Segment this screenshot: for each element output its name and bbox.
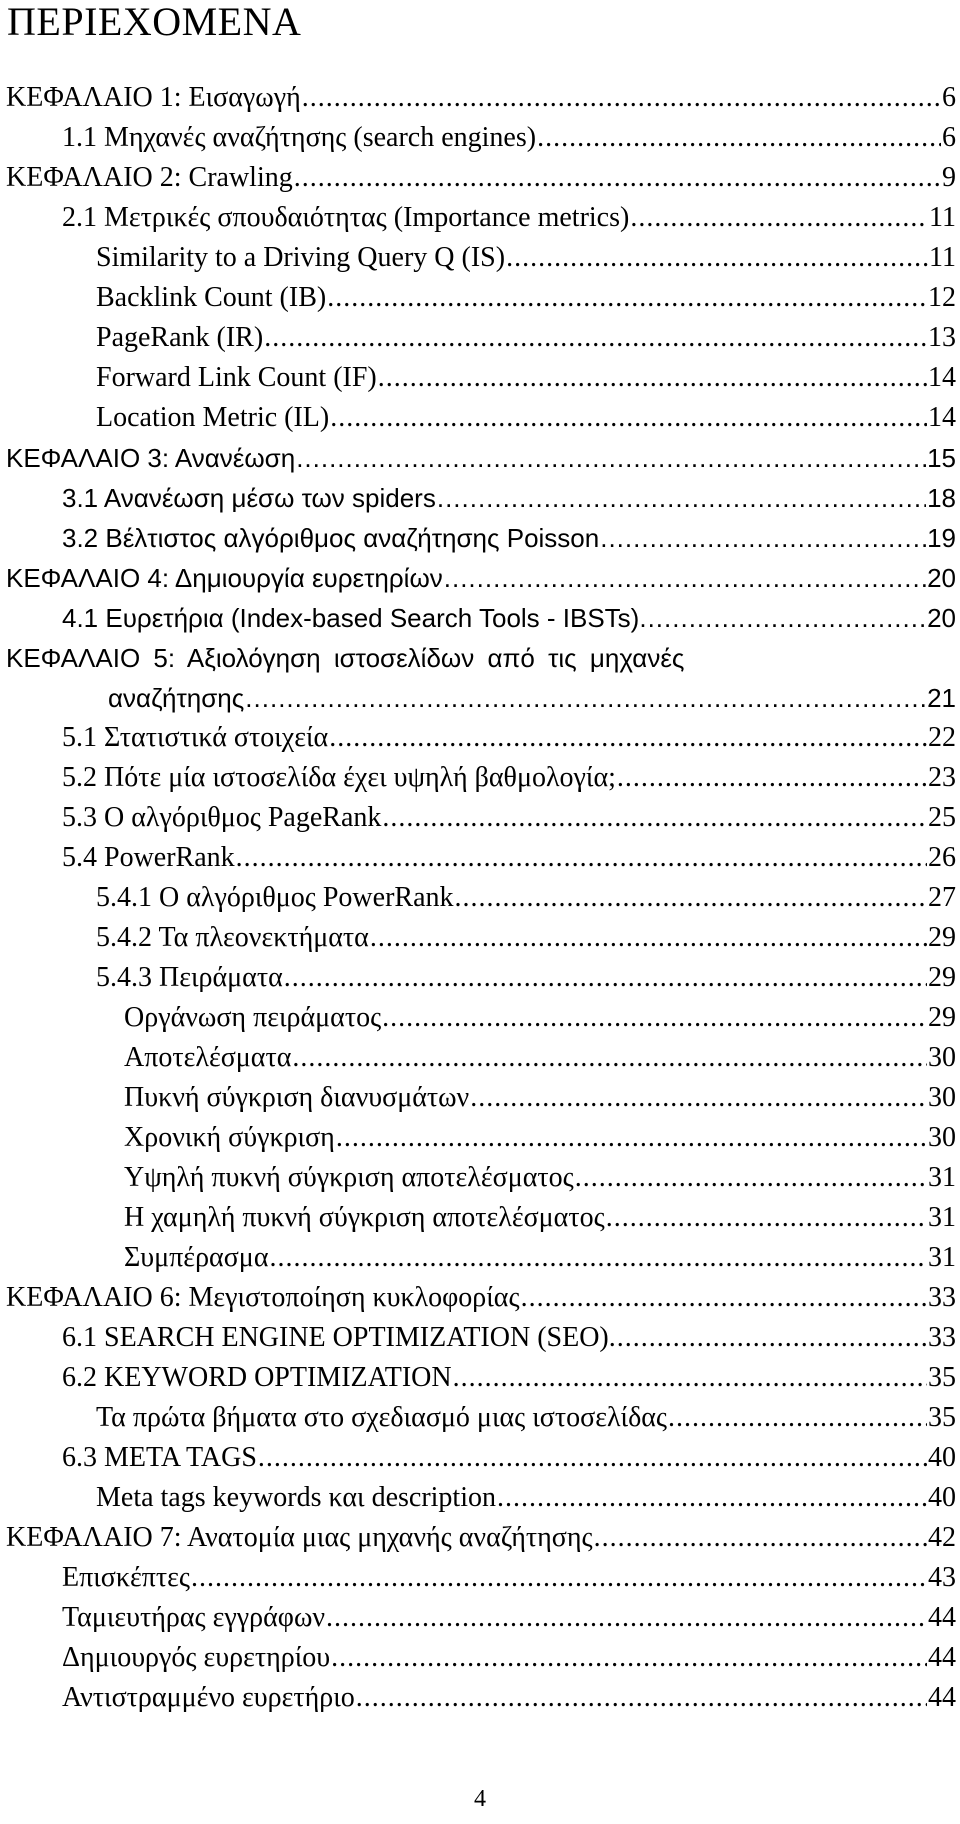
toc-entry-title: 3.1 Ανανέωση μέσω των spiders <box>62 483 436 513</box>
toc-entry-title: Similarity to a Driving Query Q (IS) <box>96 242 506 273</box>
toc-entry-title: PageRank (IR) <box>96 322 264 353</box>
toc-entry-title: ΚΕΦΑΛΑΙΟ 7: Ανατομία μιας μηχανής αναζήτησης <box>6 1522 593 1553</box>
toc-dot-leader <box>630 198 928 238</box>
toc-page-number: 9 <box>942 162 956 193</box>
toc-dot-leader <box>284 958 927 998</box>
toc-entry-title: 5.4 PowerRank <box>62 842 235 873</box>
toc-entry-title: ΚΕΦΑΛΑΙΟ 3: Ανανέωση <box>6 443 296 473</box>
toc-entry-title: 5.4.2 Τα πλεονεκτήματα <box>96 922 369 953</box>
toc-dot-leader <box>470 1078 927 1118</box>
toc-entry-title-continued: αναζήτησης <box>108 683 245 713</box>
toc-dot-leader <box>370 918 927 958</box>
toc-entry[interactable] <box>6 1518 956 1558</box>
toc-dot-leader <box>600 518 926 558</box>
toc-dot-leader <box>327 278 927 318</box>
toc-entry[interactable] <box>62 598 956 638</box>
toc-page-number: 11 <box>929 202 956 233</box>
toc-entry-title: Υψηλή πυκνή σύγκριση αποτελέσματος <box>124 1162 574 1193</box>
toc-entry[interactable] <box>96 1478 956 1518</box>
toc-page-number: 21 <box>927 683 956 713</box>
toc-entry[interactable] <box>96 878 956 918</box>
toc-dot-leader <box>382 798 927 838</box>
toc-page-number: 22 <box>928 722 956 753</box>
toc-entry[interactable] <box>124 1198 956 1238</box>
toc-entry-title: 5.1 Στατιστικά στοιχεία <box>62 722 329 753</box>
toc-entry-title: 6.3 META TAGS <box>62 1442 257 1473</box>
page-title: ΠΕΡΙΕΧΟΜΕΝΑ <box>7 0 302 44</box>
toc-entry[interactable] <box>124 1078 956 1118</box>
toc-page-number: 35 <box>928 1362 956 1393</box>
toc-page-number: 31 <box>928 1162 956 1193</box>
toc-dot-leader <box>455 878 927 918</box>
toc-entry-title: 6.2 KEYWORD OPTIMIZATION <box>62 1362 452 1393</box>
toc-dot-leader <box>269 1238 927 1278</box>
toc-page-number: 30 <box>928 1122 956 1153</box>
toc-page-number: 14 <box>928 402 956 433</box>
page-number: 4 <box>474 1786 486 1812</box>
toc-dot-leader <box>264 318 927 358</box>
toc-entry-title: Αποτελέσματα <box>124 1042 292 1073</box>
toc-entry[interactable] <box>62 1638 956 1678</box>
toc-page-number: 31 <box>928 1242 956 1273</box>
toc-entry-title[interactable]: ΚΕΦΑΛΑΙΟ 5: Αξιολόγηση ιστοσελίδων από τις μηχανές <box>6 643 685 673</box>
toc-dot-leader <box>302 78 941 118</box>
toc-page-number: 42 <box>928 1522 956 1553</box>
toc-page-number: 44 <box>928 1642 956 1673</box>
toc-entry-title: Η χαμηλή πυκνή σύγκριση αποτελέσματος <box>124 1202 605 1233</box>
toc-entry-title: ΚΕΦΑΛΑΙΟ 1: Εισαγωγή <box>6 82 301 113</box>
toc-page-number: 26 <box>928 842 956 873</box>
toc-dot-leader <box>382 998 927 1038</box>
toc-entry-title: Χρονική σύγκριση <box>124 1122 335 1153</box>
toc-page-number: 44 <box>928 1682 956 1713</box>
toc-entry[interactable] <box>6 78 956 118</box>
toc-dot-leader <box>648 598 927 638</box>
toc-dot-leader <box>453 1358 927 1398</box>
toc-dot-leader <box>506 238 928 278</box>
toc-entry[interactable] <box>96 398 956 438</box>
toc-entry-title: 6.1 SEARCH ENGINE OPTIMIZATION (SEO). <box>62 1322 616 1353</box>
toc-entry-title: 5.4.1 Ο αλγόριθμος PowerRank <box>96 882 454 913</box>
toc-entry-title: ΚΕΦΑΛΑΙΟ 6: Μεγιστοποίηση κυκλοφορίας <box>6 1282 520 1313</box>
toc-entry[interactable] <box>96 278 956 318</box>
toc-page-number: 13 <box>928 322 956 353</box>
toc-page-number: 30 <box>928 1042 956 1073</box>
toc-page-number: 40 <box>928 1482 956 1513</box>
toc-entry[interactable] <box>96 1398 956 1438</box>
toc-entry[interactable] <box>62 798 956 838</box>
toc-dot-leader <box>594 1518 927 1558</box>
toc-entry[interactable] <box>96 958 956 998</box>
toc-entry[interactable] <box>62 758 956 798</box>
toc-entry[interactable] <box>62 118 956 158</box>
toc-dot-leader <box>617 758 927 798</box>
toc-entry-title: 2.1 Μετρικές σπουδαιότητας (Importance metrics) <box>62 202 630 233</box>
toc-entry[interactable] <box>124 998 956 1038</box>
toc-dot-leader <box>191 1558 927 1598</box>
toc-page-number: 20 <box>927 603 956 633</box>
toc-entry-title: 5.2 Πότε μία ιστοσελίδα έχει υψηλή βαθμολογία; <box>62 762 616 793</box>
toc-entry-title: ΚΕΦΑΛΑΙΟ 2: Crawling <box>6 162 293 193</box>
toc-entry-title: 1.1 Μηχανές αναζήτησης (search engines) <box>62 122 537 153</box>
toc-entry-title: Τα πρώτα βήματα στο σχεδιασμό μιας ιστοσελίδας <box>96 1402 668 1433</box>
toc-page-number: 43 <box>928 1562 956 1593</box>
toc-dot-leader <box>336 1118 927 1158</box>
toc-page-number: 35 <box>928 1402 956 1433</box>
toc-entry-title: 5.3 Ο αλγόριθμος PageRank <box>62 802 382 833</box>
toc-dot-leader <box>356 1678 927 1718</box>
toc-entry[interactable] <box>96 318 956 358</box>
toc-entry-title: Meta tags keywords και description <box>96 1482 496 1513</box>
toc-entry[interactable] <box>96 918 956 958</box>
toc-dot-leader <box>329 718 927 758</box>
toc-page-number: 33 <box>928 1322 956 1353</box>
toc-entry[interactable] <box>96 238 956 278</box>
toc-page-number: 44 <box>928 1602 956 1633</box>
toc-page-number: 12 <box>928 282 956 313</box>
toc-page-number: 31 <box>928 1202 956 1233</box>
toc-entry-title: ΚΕΦΑΛΑΙΟ 4: Δημιουργία ευρετηρίων <box>6 563 443 593</box>
toc-page-number: 29 <box>928 1002 956 1033</box>
toc-page-number: 20 <box>927 563 956 593</box>
toc-entry-title: 5.4.3 Πειράματα <box>96 962 283 993</box>
toc-entry[interactable] <box>6 558 956 598</box>
toc-dot-leader <box>575 1158 927 1198</box>
toc-dot-leader <box>444 558 926 598</box>
toc-page-number: 11 <box>929 242 956 273</box>
toc-entry[interactable] <box>62 478 956 518</box>
toc-entry-title: 3.2 Βέλτιστος αλγόριθμος αναζήτησης Poisson <box>62 523 600 553</box>
toc-dot-leader <box>668 1398 927 1438</box>
toc-page-number: 6 <box>942 122 956 153</box>
toc-page-number: 29 <box>928 962 956 993</box>
toc-entry-title: Forward Link Count (IF) <box>96 362 377 393</box>
toc-page-number: 27 <box>928 882 956 913</box>
toc-page-number: 18 <box>927 483 956 513</box>
toc-dot-leader <box>330 398 927 438</box>
toc-entry[interactable] <box>62 518 956 558</box>
toc-entry-title: 4.1 Ευρετήρια (Index-based Search Tools - IBSTs). <box>62 603 647 633</box>
toc-entry[interactable] <box>6 438 956 478</box>
toc-page-number: 25 <box>928 802 956 833</box>
toc-entry-title: Backlink Count (IB) <box>96 282 327 313</box>
toc-entry[interactable] <box>62 198 956 238</box>
toc-page-number: 40 <box>928 1442 956 1473</box>
toc-page-number: 15 <box>927 443 956 473</box>
toc-entry[interactable] <box>62 1678 956 1718</box>
toc-entry[interactable] <box>124 1158 956 1198</box>
toc-entry[interactable] <box>124 1238 956 1278</box>
toc-entry[interactable] <box>6 1278 956 1318</box>
toc-page-number: 19 <box>927 523 956 553</box>
toc-dot-leader <box>326 1598 927 1638</box>
toc-entry[interactable] <box>124 1118 956 1158</box>
toc-dot-leader <box>236 838 927 878</box>
toc-page-number: 33 <box>928 1282 956 1313</box>
toc-entry[interactable] <box>62 718 956 758</box>
toc-dot-leader <box>497 1478 927 1518</box>
toc-entry[interactable] <box>6 158 956 198</box>
toc-entry[interactable] <box>124 1038 956 1078</box>
toc-dot-leader <box>294 158 941 198</box>
toc-entry[interactable] <box>108 678 956 718</box>
toc-dot-leader <box>606 1198 927 1238</box>
toc-entry-title: Αντιστραμμένο ευρετήριο <box>62 1682 355 1713</box>
toc-dot-leader <box>378 358 927 398</box>
toc-entry-title: Συμπέρασμα <box>124 1242 269 1273</box>
toc-entry[interactable] <box>62 1598 956 1638</box>
toc-dot-leader <box>292 1038 927 1078</box>
toc-entry-title: Δημιουργός ευρετηρίου <box>62 1642 331 1673</box>
toc-dot-leader <box>437 478 926 518</box>
toc-entry[interactable] <box>62 838 956 878</box>
toc-entry[interactable] <box>62 1318 956 1358</box>
toc-dot-leader <box>258 1438 927 1478</box>
toc-entry-title: Επισκέπτες <box>62 1562 190 1593</box>
toc-entry[interactable] <box>62 1438 956 1478</box>
toc-page-number: 14 <box>928 362 956 393</box>
toc-entry[interactable] <box>62 1358 956 1398</box>
toc-dot-leader <box>521 1278 927 1318</box>
toc-entry[interactable] <box>96 358 956 398</box>
toc-page-number: 29 <box>928 922 956 953</box>
toc-dot-leader <box>331 1638 927 1678</box>
toc-dot-leader <box>245 678 926 718</box>
toc-dot-leader <box>296 438 926 478</box>
toc-entry-title: Ταμιευτήρας εγγράφων <box>62 1602 326 1633</box>
toc-dot-leader <box>617 1318 927 1358</box>
toc-entry-title: Πυκνή σύγκριση διανυσμάτων <box>124 1082 470 1113</box>
toc-page-number: 6 <box>942 82 956 113</box>
toc-page-number: 23 <box>928 762 956 793</box>
toc-dot-leader <box>537 118 941 158</box>
toc-page-number: 30 <box>928 1082 956 1113</box>
toc-entry[interactable] <box>62 1558 956 1598</box>
toc-entry-title: Location Metric (IL) <box>96 402 330 433</box>
toc-entry-title: Οργάνωση πειράματος <box>124 1002 382 1033</box>
